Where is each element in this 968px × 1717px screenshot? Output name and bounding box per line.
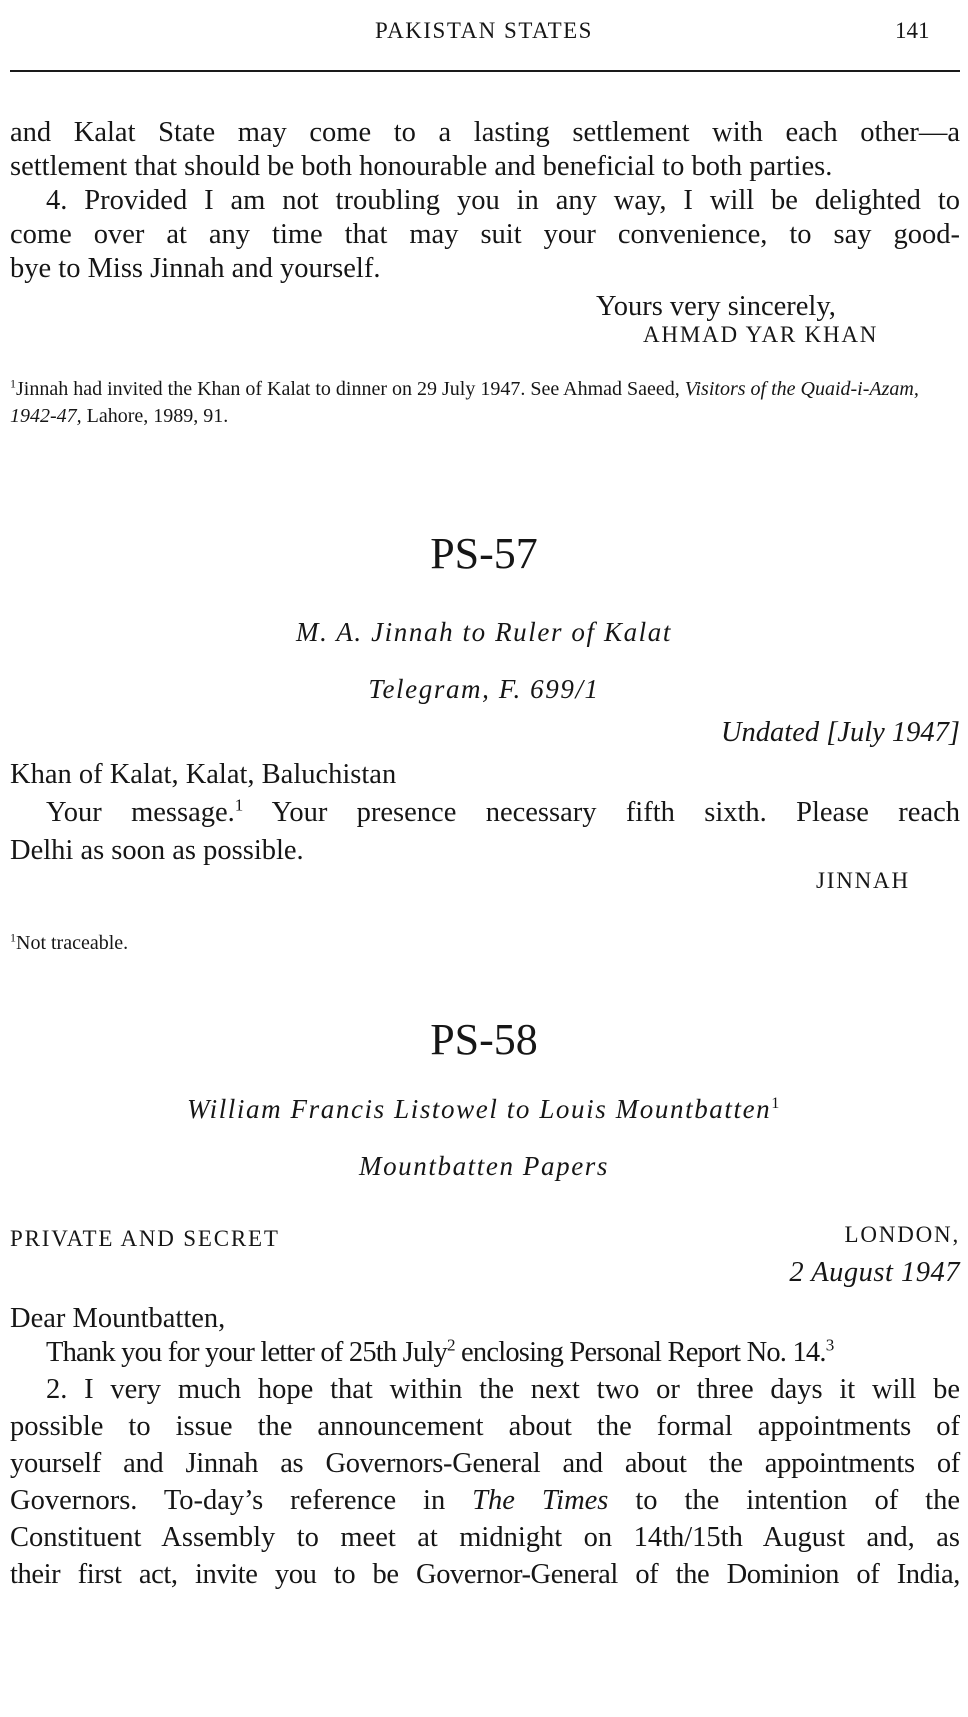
letter-paragraph: 2. I very much hope that within the next two or three days it will be [46,1374,960,1405]
letter-paragraph [10,1334,960,1371]
signature: JINNAH [816,868,910,893]
title-text: William Francis Listowel to Louis Mountbatten [187,1094,772,1124]
page-number: 141 [895,18,930,43]
footnote-marker: 1 [234,795,244,815]
telegram-message-line: Delhi as soon as possible. [10,835,304,866]
document-number: PS-57 [430,529,538,578]
line-text: to the intention of the [608,1485,960,1516]
footnote [10,376,960,430]
signature: AHMAD YAR KHAN [643,322,879,347]
paragraph-text: Thank you for your letter of 25th July [46,1337,447,1368]
line-text: Governors. To-day’s reference in [10,1485,473,1516]
footnote-text: Not traceable. [16,932,129,954]
addressee: Khan of Kalat, Kalat, Baluchistan [10,759,397,790]
letter-date: 2 August 1947 [789,1257,960,1288]
footnote-marker: 1 [771,1094,781,1112]
salutation: Dear Mountbatten, [10,1303,226,1334]
document-title [0,1094,968,1125]
telegram-message [10,794,960,831]
letter-line: their first act, invite you to be Governor-General of the Dominion of India, [10,1559,960,1590]
footnote-text: Jinnah had invited the Khan of Kalat to dinner on 29 July 1947. See Ahmad Saeed, [16,378,685,400]
date-undated: Undated [720,717,827,748]
document-source: Mountbatten Papers [358,1151,610,1181]
letter-line: Constituent Assembly to meet at midnight on 14th/15th August and, as [10,1522,960,1553]
header-rule [10,70,960,72]
footnote-marker: 2 [446,1335,455,1355]
letter-line: possible to issue the announcement about the formal appointments of [10,1411,960,1442]
letter-paragraph: 4. Provided I am not troubling you in any way, I will be delighted to [46,185,960,216]
footnote-marker: 3 [825,1335,834,1355]
document-date [10,714,960,751]
classification: PRIVATE AND SECRET [10,1226,280,1251]
running-header: PAKISTAN STATES [375,18,593,43]
footnote-marker: 1 [10,930,16,945]
document-title: M. A. Jinnah to Ruler of Kalat [296,617,672,647]
letter-line: and Kalat State may come to a lasting settlement with each other—a [10,117,960,148]
letter-line: bye to Miss Jinnah and yourself. [10,253,381,284]
paragraph-text: enclosing Personal Report No. 14. [454,1337,826,1368]
footnote-marker: 1 [10,376,16,391]
closing: Yours very sincerely, [596,291,836,322]
document-number: PS-58 [430,1015,538,1064]
message-text: Your presence necessary fifth sixth. Please reach [243,797,960,828]
letter-line: settlement that should be both honourable and beneficial to both parties. [10,151,833,182]
letter-line: yourself and Jinnah as Governors-General and about the appointments of [10,1448,960,1479]
footnote-italic: Visitors of the Quaid-i-Azam, 1942-47, [10,378,919,427]
document-source: Telegram, F. 699/1 [368,674,600,704]
newspaper-title: The Times [472,1485,609,1516]
letter-line [10,1482,960,1519]
place: LONDON, [844,1222,960,1247]
message-text: Your message. [46,797,235,828]
date-bracket: [July 1947] [826,717,960,748]
footnote [10,930,960,957]
footnote-tail: Lahore, 1989, 91. [81,405,229,427]
letter-line: come over at any time that may suit your convenience, to say good- [10,219,960,250]
